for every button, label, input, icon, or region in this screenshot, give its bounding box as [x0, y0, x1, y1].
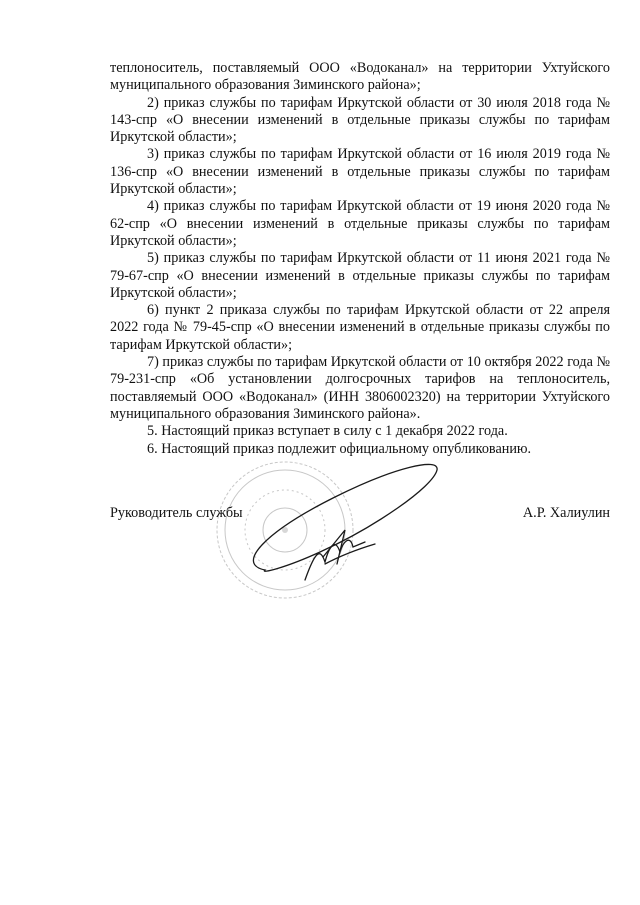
paragraph-8: 5. Настоящий приказ вступает в силу с 1 декабря 2022 года. [147, 423, 508, 440]
signatory-name: А.Р. Халиулин [522, 505, 610, 521]
paragraph-9: 6. Настоящий приказ подлежит официальному опубликованию. [147, 440, 532, 457]
paragraph-5: 5) приказ службы по тарифам Иркутской области от 11 июня 2021 года № 79-67-спр «О внесении изменений в отдельные приказы службы по тарифам Иркутской области»; [110, 250, 610, 301]
paragraph-6: 6) пункт 2 приказа службы по тарифам Иркутской области от 22 апреля 2022 года № 79-45-спр «О внесении изменений в отдельные приказы службы по тарифам Иркутской области»; [110, 302, 610, 353]
paragraph-2: 2) приказ службы по тарифам Иркутской области от 30 июля 2018 года № 143-спр «О внесении изменений в отдельные приказы службы по тарифам Иркутской области»; [110, 94, 610, 146]
document-body [110, 60, 610, 458]
paragraph-1: теплоноситель, поставляемый ООО «Водоканал» на территории Ухтуйского муниципального образования Зиминского района»; [110, 60, 610, 94]
paragraph-3: 3) приказ службы по тарифам Иркутской области от 16 июля 2019 года № 136-спр «О внесении изменений в отдельные приказы службы по тарифам Иркутской области»; [110, 146, 610, 198]
paragraph-4: 4) приказ службы по тарифам Иркутской области от 19 июня 2020 года № 62-спр «О внесении изменений в отдельные приказы службы по тарифам Иркутской области»; [110, 198, 610, 249]
paragraph-7: 7) приказ службы по тарифам Иркутской области от 10 октября 2022 года № 79-231-спр «Об установлении долгосрочных тарифов на теплоноситель, поставляемый ООО «Водоканал» (ИНН 3806002320) на территории Ухтуйского муниципального образования Зиминского района». [110, 354, 610, 422]
signatory-title: Руководитель службы [110, 505, 243, 521]
signature-block [110, 505, 610, 525]
